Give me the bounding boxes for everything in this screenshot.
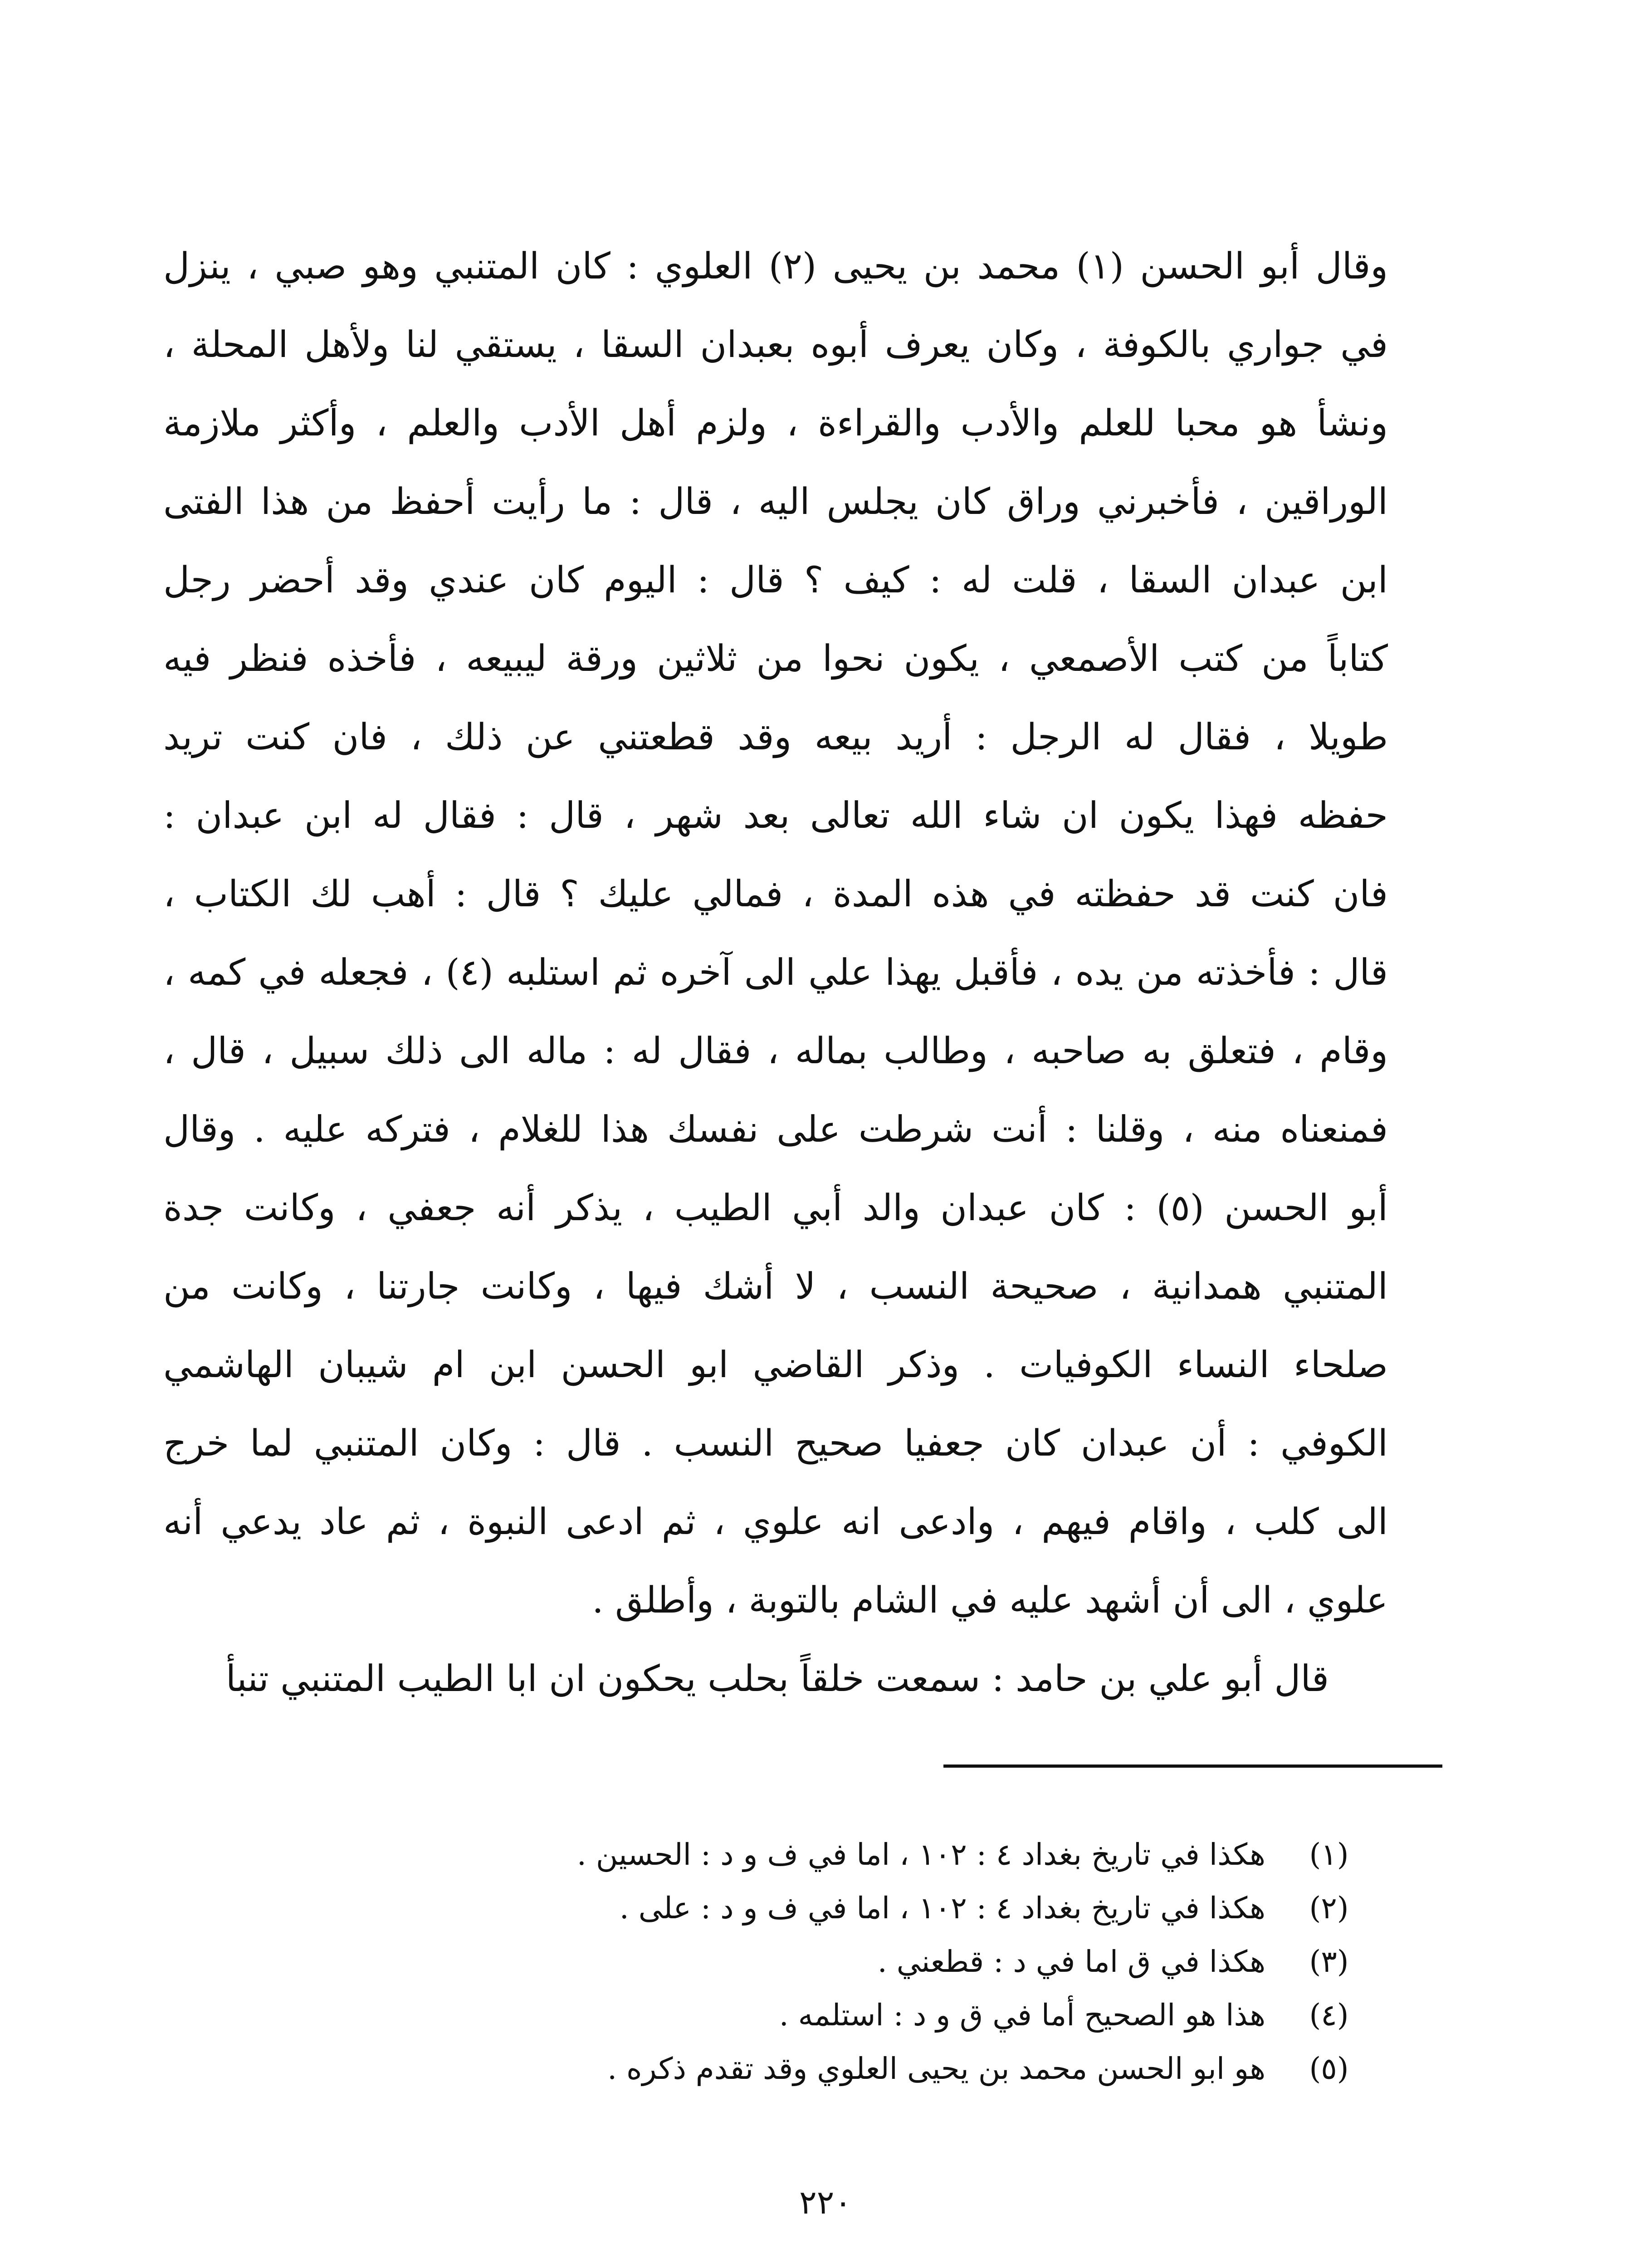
text-line: الوراقين ، فأخبرني وراق كان يجلس اليه ، قال : ما رأيت أحفظ من هذا الفتى (163, 480, 1388, 523)
footnote-text: هذا هو الصحيح أما في ق و د : استلمه . (779, 1998, 1265, 2033)
text-line: المتنبي همدانية ، صحيحة النسب ، لا أشك فيها ، وكانت جارتنا ، وكانت من (163, 1265, 1388, 1307)
text-line: قال أبو علي بن حامد : سمعت خلقاً بحلب يحكون ان ابا الطيب المتنبي تنبأ (225, 1657, 1329, 1700)
footnotes-block (218, 1828, 1379, 2096)
text-line: كتاباً من كتب الأصمعي ، يكون نحوا من ثلاثين ورقة ليبيعه ، فأخذه فنظر فيه (163, 637, 1388, 679)
text-line: أبو الحسن (٥) : كان عبدان والد أبي الطيب ، يذكر أنه جعفي ، وكانت جدة (163, 1187, 1388, 1229)
footnote-text: هكذا في تاريخ بغداد ٤ : ١٠٢ ، اما في ف و د : على . (619, 1891, 1265, 1926)
text-line: فان كنت قد حفظته في هذه المدة ، فمالي عليك ؟ قال : أهب لك الكتاب ، (163, 873, 1388, 915)
footnote-text: هكذا في ق اما في د : قطعني . (877, 1944, 1265, 1979)
footnote-number: (٤) (1309, 1998, 1349, 2033)
footnote-text: هكذا في تاريخ بغداد ٤ : ١٠٢ ، اما في ف و د : الحسين . (576, 1837, 1265, 1872)
footnote-number: (٣) (1309, 1944, 1349, 1979)
text-line: طويلا ، فقال له الرجل : أريد بيعه وقد قطعتني عن ذلك ، فان كنت تريد (163, 716, 1388, 758)
footnote-number: (٥) (1309, 2051, 1349, 2086)
text-line: ابن عبدان السقا ، قلت له : كيف ؟ قال : اليوم كان عندي وقد أحضر رجل (163, 559, 1388, 601)
text-line: حفظه فهذا يكون ان شاء الله تعالى بعد شهر ، قال : فقال له ابن عبدان : (163, 794, 1388, 836)
text-line: صلحاء النساء الكوفيات . وذكر القاضي ابو الحسن ابن ام شيبان الهاشمي (163, 1344, 1388, 1386)
main-text-block (163, 227, 1388, 1718)
text-line: الى كلب ، واقام فيهم ، وادعى انه علوي ، ثم ادعى النبوة ، ثم عاد يدعي أنه (163, 1501, 1388, 1543)
footnote-separator (943, 1765, 1442, 1768)
footnote (218, 1882, 1379, 1935)
footnote-number: (١) (1309, 1837, 1349, 1872)
text-line: قال : فأخذته من يده ، فأقبل يهذا علي الى آخره ثم استلبه (٤) ، فجعله في كمه ، (163, 951, 1388, 993)
text-line: علوي ، الى أن أشهد عليه في الشام بالتوبة ، وأطلق . (592, 1579, 1388, 1621)
footnote (218, 1828, 1379, 1882)
footnote (218, 2042, 1379, 2096)
page-number: ٢٢٠ (799, 2183, 852, 2221)
text-line: وقام ، فتعلق به صاحبه ، وطالب بماله ، فقال له : ماله الى ذلك سبيل ، قال ، (163, 1030, 1388, 1072)
text-line: فمنعناه منه ، وقلنا : أنت شرطت على نفسك هذا للغلام ، فتركه عليه . وقال (163, 1108, 1388, 1150)
text-line: وقال أبو الحسن (١) محمد بن يحيى (٢) العلوي : كان المتنبي وهو صبي ، ينزل (163, 245, 1388, 287)
footnote (218, 1989, 1379, 2042)
footnote-text: هو ابو الحسن محمد بن يحيى العلوي وقد تقدم ذكره . (607, 2051, 1265, 2086)
text-line: في جواري بالكوفة ، وكان يعرف أبوه بعبدان السقا ، يستقي لنا ولأهل المحلة ، (163, 323, 1388, 366)
footnote (218, 1935, 1379, 1989)
footnote-number: (٢) (1309, 1891, 1349, 1926)
text-line: الكوفي : أن عبدان كان جعفيا صحيح النسب . قال : وكان المتنبي لما خرج (163, 1422, 1388, 1464)
text-line: ونشأ هو محبا للعلم والأدب والقراءة ، ولزم أهل الأدب والعلم ، وأكثر ملازمة (163, 402, 1388, 444)
